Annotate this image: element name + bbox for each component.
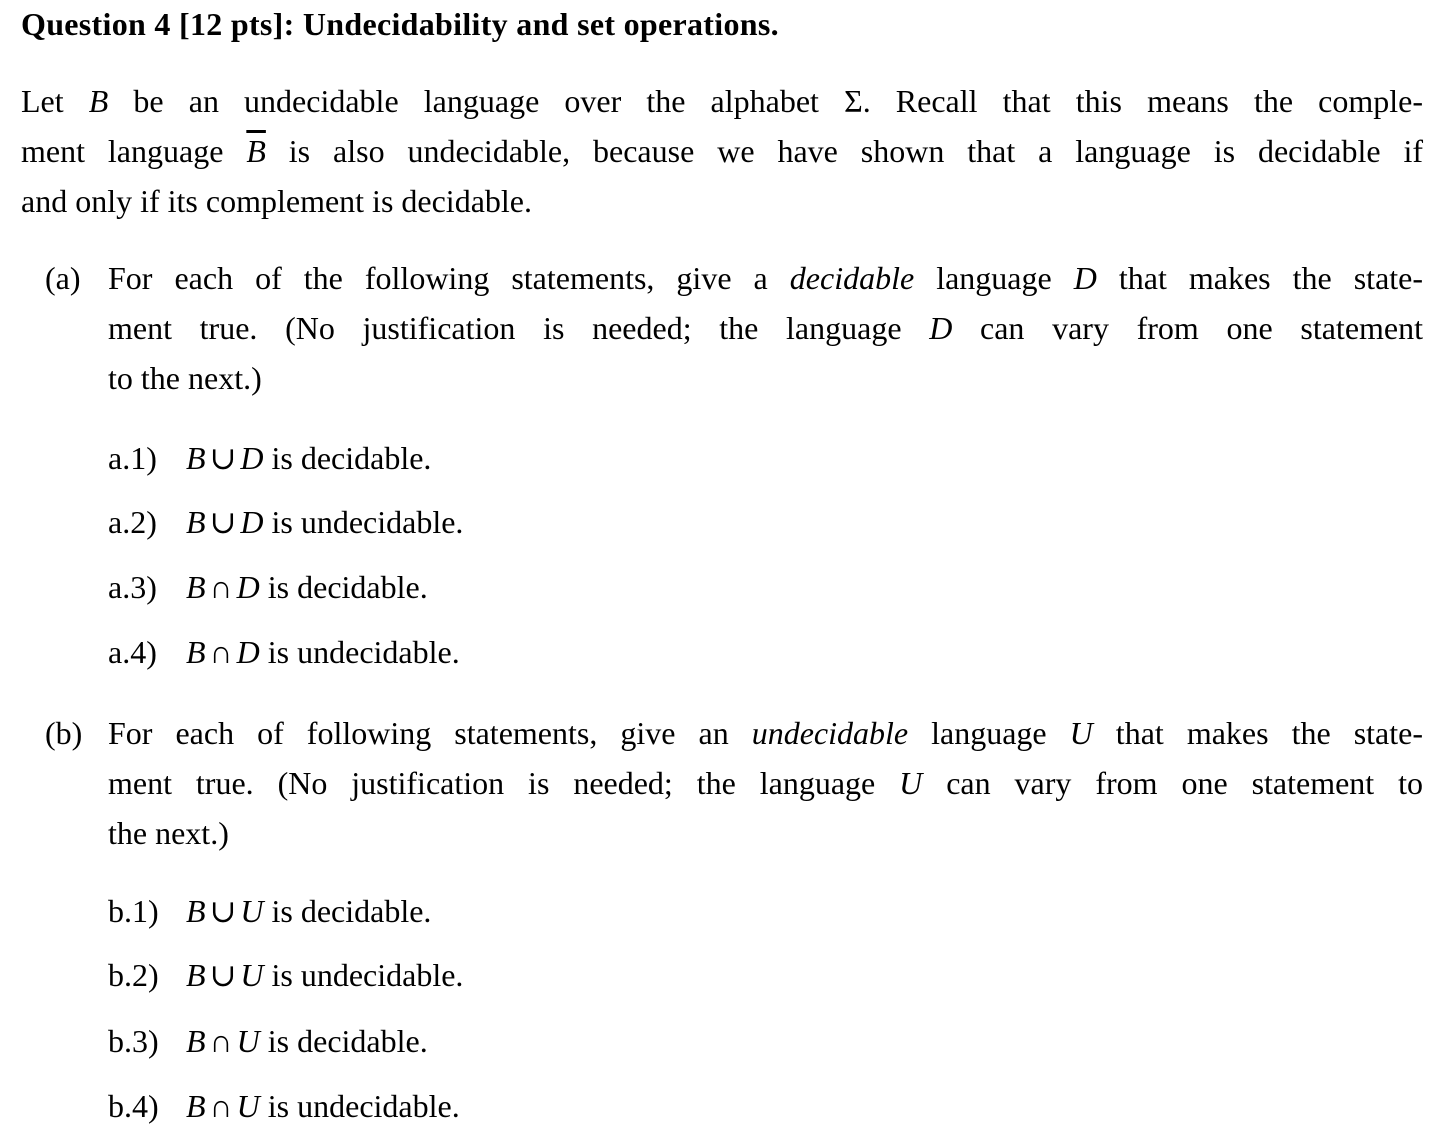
var-d: D bbox=[1073, 260, 1097, 296]
var-right: D bbox=[240, 504, 264, 540]
intro-line-2 bbox=[21, 126, 1423, 176]
part-b-text bbox=[108, 708, 1423, 858]
part-text: ment true. (No justification is needed; the language bbox=[108, 310, 930, 346]
part-b-line-1 bbox=[108, 708, 1423, 758]
item-a2 bbox=[108, 502, 463, 542]
item-label: b.3) bbox=[108, 1023, 159, 1059]
var-right: U bbox=[236, 1023, 260, 1059]
var-u: U bbox=[899, 765, 923, 801]
item-label: a.2) bbox=[108, 504, 157, 540]
intro-line-3: and only if its complement is decidable. bbox=[21, 183, 532, 219]
intersection-symbol: ∩ bbox=[209, 634, 233, 670]
item-label: b.4) bbox=[108, 1088, 159, 1124]
item-text: is undecidable. bbox=[267, 634, 460, 670]
item-b3 bbox=[108, 1021, 428, 1061]
item-a3 bbox=[108, 567, 428, 607]
intersection-symbol: ∩ bbox=[209, 1023, 233, 1059]
var-right: D bbox=[236, 569, 260, 605]
var-b-complement: $\overline{B}$ bbox=[246, 133, 266, 169]
var-d: D bbox=[929, 310, 953, 346]
part-text: language bbox=[914, 260, 1074, 296]
var-right: U bbox=[236, 1088, 260, 1124]
question-title: Question 4 [12 pts]: Undecidability and set operations. bbox=[21, 6, 779, 42]
part-text: language bbox=[908, 715, 1070, 751]
part-text: that makes the state- bbox=[1092, 715, 1424, 751]
intro-text: is also undecidable, because we have shown that a language is decidable if bbox=[265, 133, 1424, 169]
part-b-line-2 bbox=[108, 758, 1423, 808]
part-text: For each of the following statements, give a bbox=[108, 260, 790, 296]
var-left: B bbox=[186, 440, 206, 476]
intro-text: ment language bbox=[21, 133, 247, 169]
var-right: U bbox=[240, 957, 264, 993]
var-left: B bbox=[186, 893, 206, 929]
item-label: b.2) bbox=[108, 957, 159, 993]
var-left: B bbox=[186, 1088, 206, 1124]
item-text: is decidable. bbox=[271, 893, 432, 929]
union-symbol: ∪ bbox=[209, 957, 237, 993]
part-b-label: (b) bbox=[45, 715, 83, 751]
part-b-line-3: the next.) bbox=[108, 815, 229, 851]
item-text: is decidable. bbox=[267, 569, 428, 605]
union-symbol: ∪ bbox=[209, 440, 237, 476]
var-u: U bbox=[1069, 715, 1093, 751]
part-a-line-1 bbox=[108, 253, 1423, 303]
item-label: a.4) bbox=[108, 634, 157, 670]
union-symbol: ∪ bbox=[209, 893, 237, 929]
var-b: B bbox=[88, 83, 109, 119]
item-b2 bbox=[108, 955, 463, 995]
intersection-symbol: ∩ bbox=[209, 569, 233, 605]
var-right: D bbox=[236, 634, 260, 670]
item-a1 bbox=[108, 438, 431, 478]
item-text: is decidable. bbox=[271, 440, 432, 476]
var-left: B bbox=[186, 504, 206, 540]
var-left: B bbox=[186, 957, 206, 993]
intro-line-1 bbox=[21, 76, 1423, 126]
item-text: is undecidable. bbox=[267, 1088, 460, 1124]
var-left: B bbox=[186, 634, 206, 670]
emphasis-undecidable: undecidable bbox=[751, 715, 909, 751]
item-text: is undecidable. bbox=[271, 504, 464, 540]
item-label: b.1) bbox=[108, 893, 159, 929]
part-a-text bbox=[108, 253, 1423, 403]
item-b4 bbox=[108, 1086, 460, 1126]
part-text: can vary from one statement bbox=[952, 310, 1424, 346]
item-text: is undecidable. bbox=[271, 957, 464, 993]
intersection-symbol: ∩ bbox=[209, 1088, 233, 1124]
item-b1 bbox=[108, 891, 431, 931]
emphasis-decidable: decidable bbox=[789, 260, 915, 296]
item-label: a.3) bbox=[108, 569, 157, 605]
part-a-label: (a) bbox=[45, 260, 81, 296]
part-text: that makes the state- bbox=[1096, 260, 1424, 296]
part-text: can vary from one statement to bbox=[922, 765, 1423, 801]
union-symbol: ∪ bbox=[209, 504, 237, 540]
intro-text: Let bbox=[21, 83, 89, 119]
part-text: For each of following statements, give an bbox=[108, 715, 752, 751]
intro-paragraph bbox=[21, 76, 1423, 226]
var-left: B bbox=[186, 1023, 206, 1059]
var-left: B bbox=[186, 569, 206, 605]
var-right: D bbox=[240, 440, 264, 476]
part-a-line-2 bbox=[108, 303, 1423, 353]
item-a4 bbox=[108, 632, 460, 672]
item-label: a.1) bbox=[108, 440, 157, 476]
item-text: is decidable. bbox=[267, 1023, 428, 1059]
part-a-line-3: to the next.) bbox=[108, 360, 262, 396]
intro-text: be an undecidable language over the alphabet Σ. Recall that this means the comple- bbox=[108, 83, 1424, 119]
var-right: U bbox=[240, 893, 264, 929]
part-text: ment true. (No justification is needed; the language bbox=[108, 765, 900, 801]
